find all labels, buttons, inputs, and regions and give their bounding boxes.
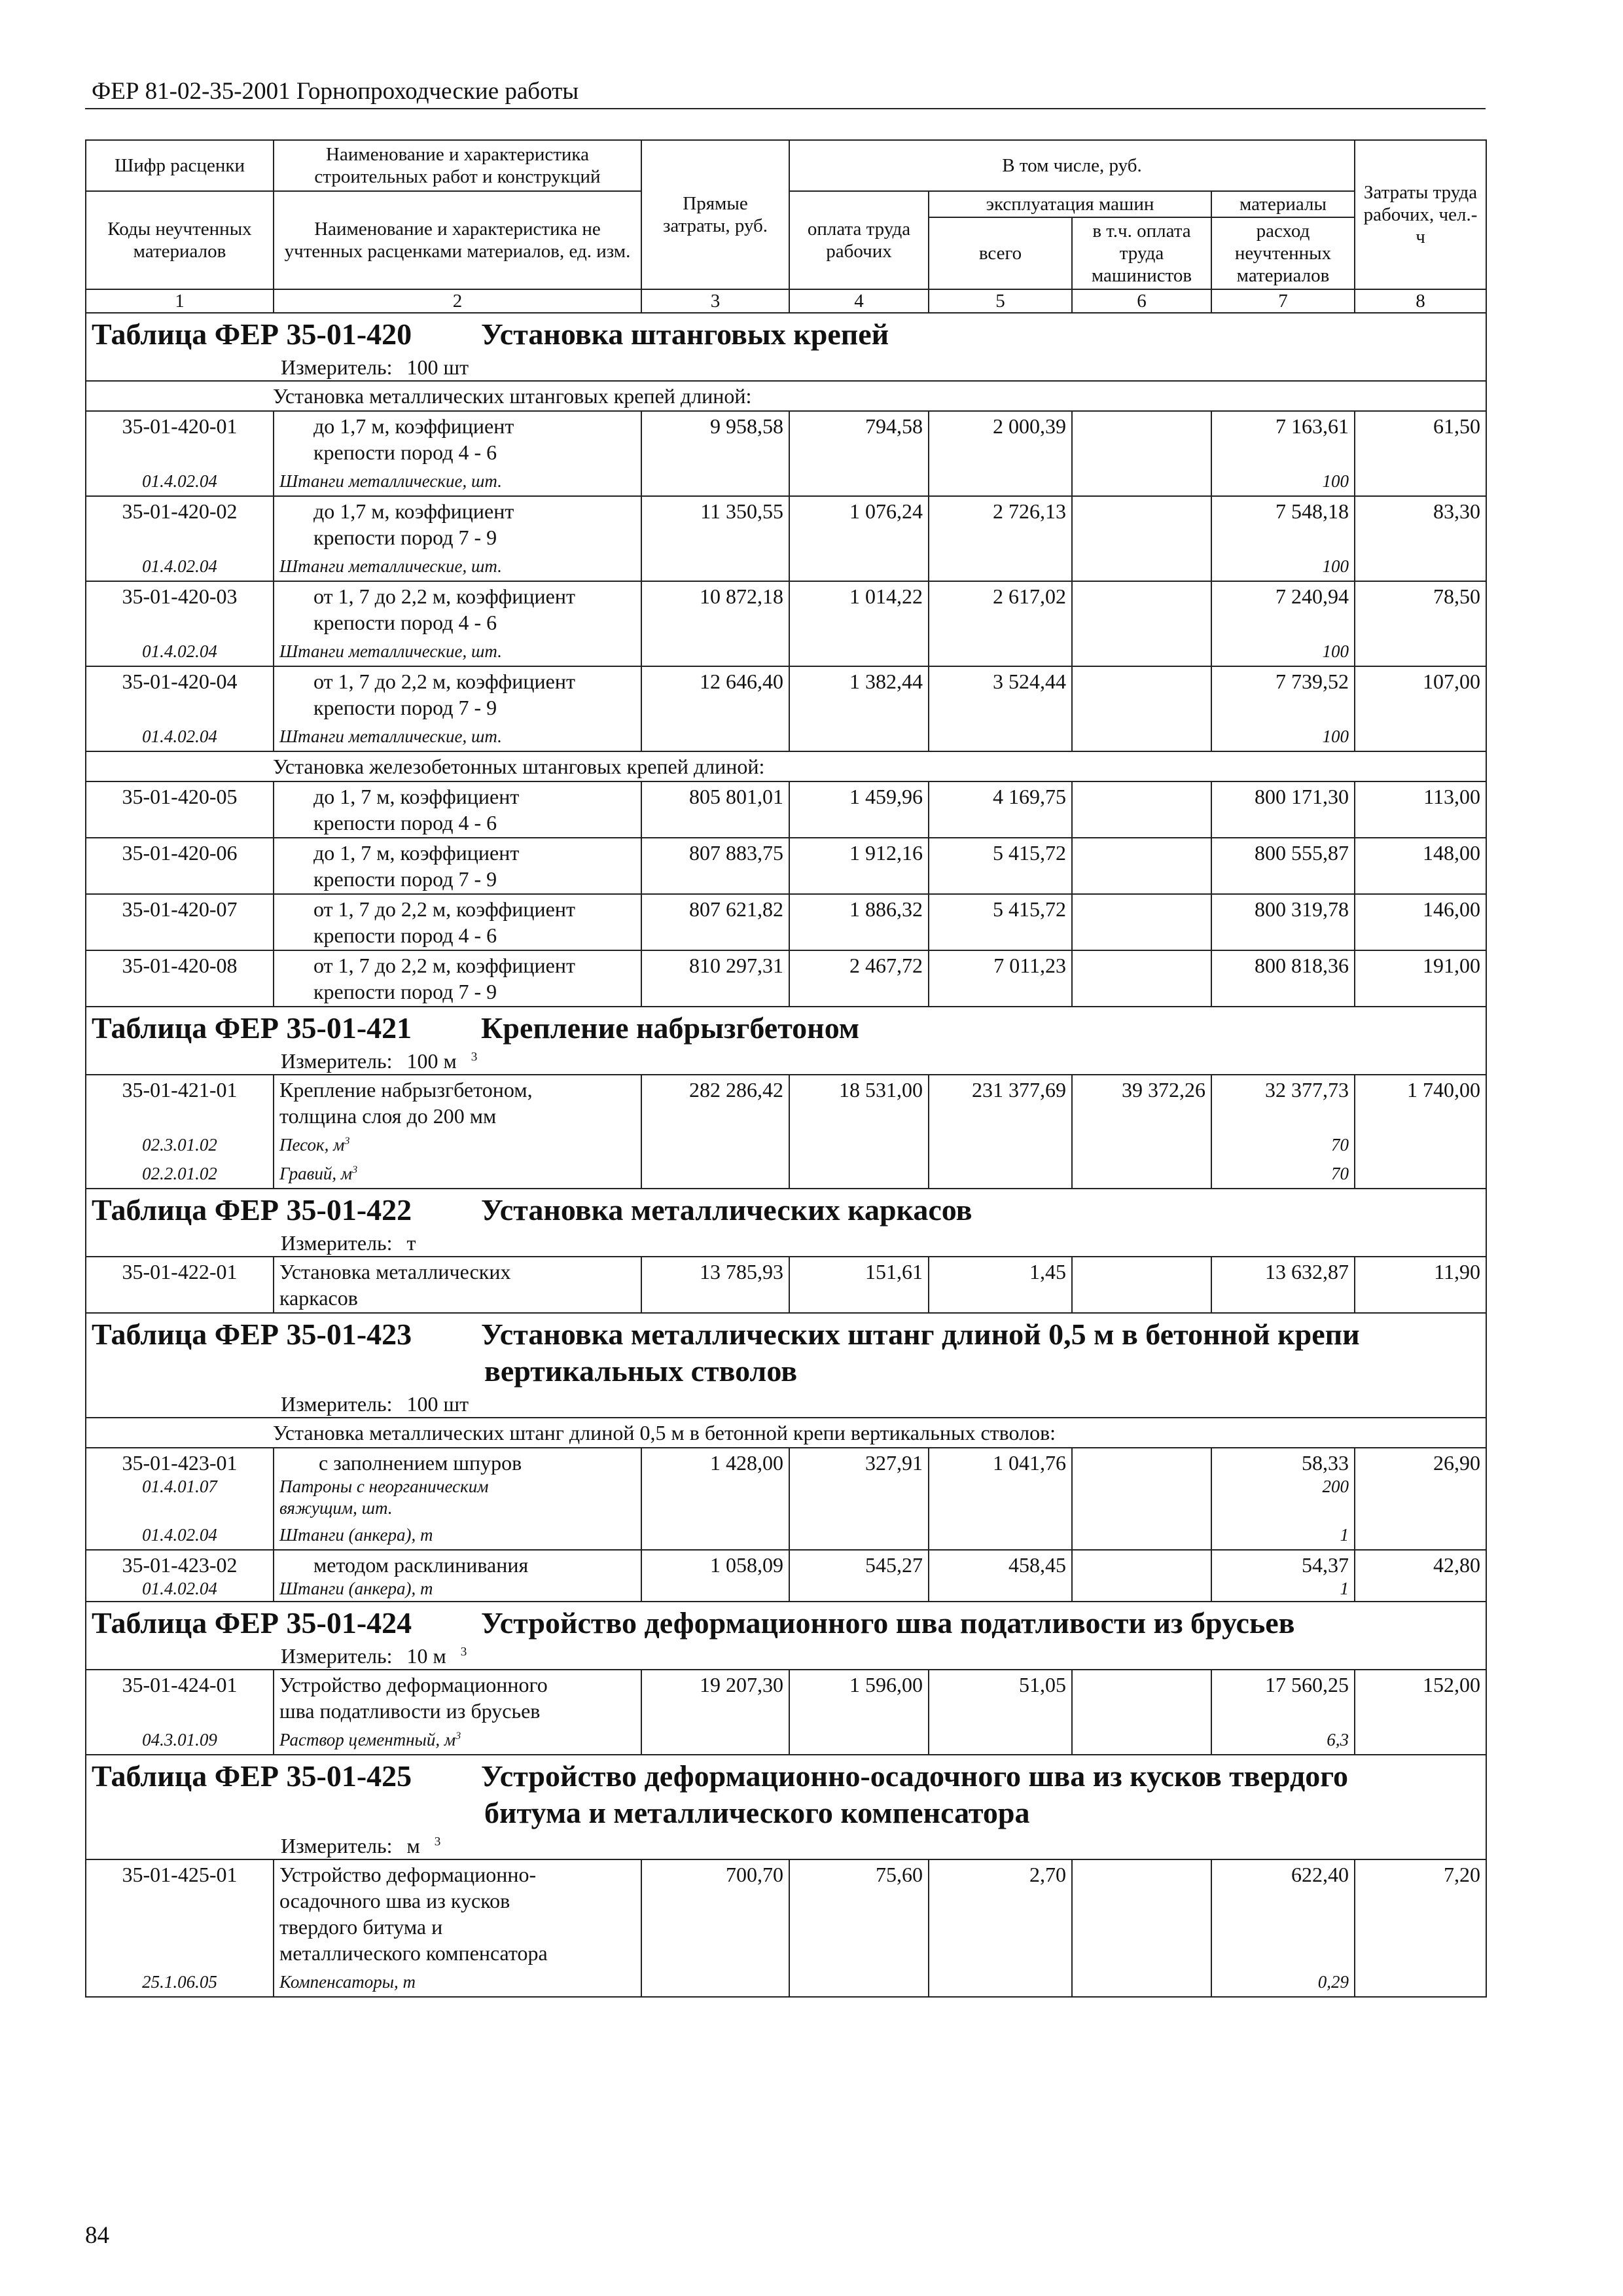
table-row bbox=[86, 1448, 1486, 1520]
machinist-wages bbox=[1072, 666, 1211, 722]
colhead-mach-wages: в т.ч. оплата труда машинистов bbox=[1072, 217, 1211, 289]
material-qty: 6,3 bbox=[1211, 1725, 1355, 1755]
table-title: Таблица ФЕР 35-01-425 Устройство деформационно-осадочного шва из кусков твердого битума и металлического компенсатора bbox=[86, 1755, 1486, 1833]
table-row bbox=[86, 894, 1486, 950]
rate-name: до 1,7 м, коэффициент крепости пород 4 - 6 bbox=[274, 411, 641, 467]
direct-cost: 9 958,58 bbox=[641, 411, 789, 467]
rate-code: 35-01-423-02 01.4.02.04 bbox=[86, 1550, 274, 1602]
material-qty: 70 bbox=[1211, 1159, 1355, 1189]
material-name: Штанги металлические, шт. bbox=[274, 467, 641, 496]
measurer: Измеритель: 10 м $^3$ bbox=[86, 1643, 1486, 1670]
machinist-wages bbox=[1072, 838, 1211, 894]
rate-name: Устройство деформационного шва податливости из брусьев bbox=[274, 1670, 641, 1725]
rate-name: Устройство деформационно- осадочного шва из кусков твердого битума и металлического компенсатора bbox=[274, 1859, 641, 1967]
material-row bbox=[86, 1725, 1486, 1755]
material-code: 01.4.02.04 bbox=[86, 637, 274, 666]
table-row bbox=[86, 1670, 1486, 1725]
wages: 327,91 bbox=[789, 1448, 929, 1520]
col-number: 5 bbox=[929, 289, 1072, 313]
rate-code: 35-01-420-03 bbox=[86, 581, 274, 637]
rates-table bbox=[85, 139, 1487, 1998]
direct-cost: 1 058,09 bbox=[641, 1550, 789, 1602]
table-title: Таблица ФЕР 35-01-420 Установка штанговых крепей bbox=[86, 313, 1486, 354]
machines-total: 231 377,69 bbox=[929, 1075, 1072, 1130]
colhead-name: Наименование и характеристика строительных работ и конструкций bbox=[274, 140, 641, 191]
materials: 800 319,78 bbox=[1211, 894, 1355, 950]
col-number: 8 bbox=[1355, 289, 1486, 313]
material-code: 04.3.01.09 bbox=[86, 1725, 274, 1755]
table-title: Таблица ФЕР 35-01-421 Крепление набрызгбетоном bbox=[86, 1007, 1486, 1048]
material-name: Песок, $м^3$ bbox=[274, 1130, 641, 1159]
machines-total: 3 524,44 bbox=[929, 666, 1072, 722]
table-row bbox=[86, 1550, 1486, 1602]
direct-cost: 810 297,31 bbox=[641, 950, 789, 1007]
direct-cost: 11 350,55 bbox=[641, 496, 789, 552]
rate-code: 35-01-424-01 bbox=[86, 1670, 274, 1725]
labor: 113,00 bbox=[1355, 781, 1486, 838]
direct-cost: 807 883,75 bbox=[641, 838, 789, 894]
rate-name: с заполнением шпуров Патроны с неорганическим вяжущим, шт. bbox=[274, 1448, 641, 1520]
material-name: Компенсаторы, т bbox=[274, 1967, 641, 1997]
rate-code: 35-01-420-05 bbox=[86, 781, 274, 838]
table-title: Таблица ФЕР 35-01-422 Установка металлических каркасов bbox=[86, 1189, 1486, 1230]
measurer: Измеритель: т bbox=[86, 1230, 1486, 1257]
colhead-codes-unaccounted: Коды неучтенных материалов bbox=[86, 191, 274, 289]
measurer: Измеритель: м $^3$ bbox=[86, 1833, 1486, 1859]
rate-code: 35-01-420-06 bbox=[86, 838, 274, 894]
rate-name: до 1,7 м, коэффициент крепости пород 7 - 9 bbox=[274, 496, 641, 552]
labor: 146,00 bbox=[1355, 894, 1486, 950]
rate-name: Крепление набрызгбетоном, толщина слоя до 200 мм bbox=[274, 1075, 641, 1130]
table-row bbox=[86, 1075, 1486, 1130]
material-code: 01.4.02.04 bbox=[86, 722, 274, 751]
direct-cost: 12 646,40 bbox=[641, 666, 789, 722]
machinist-wages bbox=[1072, 496, 1211, 552]
materials: 800 555,87 bbox=[1211, 838, 1355, 894]
material-qty: 100 bbox=[1211, 637, 1355, 666]
wages: 75,60 bbox=[789, 1859, 929, 1967]
labor: 11,90 bbox=[1355, 1257, 1486, 1313]
labor: 61,50 bbox=[1355, 411, 1486, 467]
labor: 42,80 bbox=[1355, 1550, 1486, 1602]
material-qty: 1 bbox=[1211, 1520, 1355, 1550]
machines-total: 2,70 bbox=[929, 1859, 1072, 1967]
rate-name: от 1, 7 до 2,2 м, коэффициент крепости пород 4 - 6 bbox=[274, 894, 641, 950]
machines-total: 5 415,72 bbox=[929, 894, 1072, 950]
machinist-wages bbox=[1072, 411, 1211, 467]
colhead-mat-usage: расход неучтенных материалов bbox=[1211, 217, 1355, 289]
measurer: Измеритель: 100 шт bbox=[86, 1391, 1486, 1418]
direct-cost: 1 428,00 bbox=[641, 1448, 789, 1520]
materials: 32 377,73 bbox=[1211, 1075, 1355, 1130]
material-code: 01.4.02.04 bbox=[86, 552, 274, 581]
material-name: Штанги металлические, шт. bbox=[274, 722, 641, 751]
material-row bbox=[86, 467, 1486, 496]
machines-total: 2 000,39 bbox=[929, 411, 1072, 467]
rate-code: 35-01-420-04 bbox=[86, 666, 274, 722]
wages: 1 076,24 bbox=[789, 496, 929, 552]
machinist-wages bbox=[1072, 950, 1211, 1007]
rate-name: от 1, 7 до 2,2 м, коэффициент крепости пород 4 - 6 bbox=[274, 581, 641, 637]
material-row bbox=[86, 1130, 1486, 1159]
table-row bbox=[86, 411, 1486, 467]
table-row bbox=[86, 1257, 1486, 1313]
machinist-wages bbox=[1072, 781, 1211, 838]
wages: 1 596,00 bbox=[789, 1670, 929, 1725]
materials: 54,37 1 bbox=[1211, 1550, 1355, 1602]
table-row bbox=[86, 496, 1486, 552]
material-name: Штанги (анкера), т bbox=[274, 1520, 641, 1550]
direct-cost: 282 286,42 bbox=[641, 1075, 789, 1130]
col-number: 4 bbox=[789, 289, 929, 313]
rate-name: от 1, 7 до 2,2 м, коэффициент крепости пород 7 - 9 bbox=[274, 666, 641, 722]
rate-name: Установка металлических каркасов bbox=[274, 1257, 641, 1313]
rate-name: до 1, 7 м, коэффициент крепости пород 7 - 9 bbox=[274, 838, 641, 894]
wages: 2 467,72 bbox=[789, 950, 929, 1007]
machinist-wages bbox=[1072, 1670, 1211, 1725]
rate-code: 35-01-420-07 bbox=[86, 894, 274, 950]
subsection-heading: Установка железобетонных штанговых крепей длиной: bbox=[86, 751, 1486, 781]
material-row bbox=[86, 722, 1486, 751]
colhead-mach-total: всего bbox=[929, 217, 1072, 289]
colhead-code: Шифр расценки bbox=[86, 140, 274, 191]
col-number: 1 bbox=[86, 289, 274, 313]
rate-name: от 1, 7 до 2,2 м, коэффициент крепости пород 7 - 9 bbox=[274, 950, 641, 1007]
material-code: 02.3.01.02 bbox=[86, 1130, 274, 1159]
rate-name: до 1, 7 м, коэффициент крепости пород 4 - 6 bbox=[274, 781, 641, 838]
direct-cost: 807 621,82 bbox=[641, 894, 789, 950]
subsection-heading: Установка металлических штанговых крепей длиной: bbox=[86, 381, 1486, 411]
materials: 7 240,94 bbox=[1211, 581, 1355, 637]
table-title: Таблица ФЕР 35-01-424 Устройство деформационного шва податливости из брусьев bbox=[86, 1602, 1486, 1643]
machines-total: 5 415,72 bbox=[929, 838, 1072, 894]
materials: 58,33 200 bbox=[1211, 1448, 1355, 1520]
wages: 1 459,96 bbox=[789, 781, 929, 838]
wages: 1 912,16 bbox=[789, 838, 929, 894]
material-code: 25.1.06.05 bbox=[86, 1967, 274, 1997]
labor: 1 740,00 bbox=[1355, 1075, 1486, 1130]
machinist-wages bbox=[1072, 1448, 1211, 1520]
material-qty: 70 bbox=[1211, 1130, 1355, 1159]
machines-total: 4 169,75 bbox=[929, 781, 1072, 838]
materials: 7 163,61 bbox=[1211, 411, 1355, 467]
wages: 1 382,44 bbox=[789, 666, 929, 722]
machinist-wages: 39 372,26 bbox=[1072, 1075, 1211, 1130]
material-name: Штанги металлические, шт. bbox=[274, 637, 641, 666]
material-name: Гравий, $м^3$ bbox=[274, 1159, 641, 1189]
material-row bbox=[86, 552, 1486, 581]
wages: 18 531,00 bbox=[789, 1075, 929, 1130]
rate-code: 35-01-422-01 bbox=[86, 1257, 274, 1313]
table-row bbox=[86, 950, 1486, 1007]
rate-code: 35-01-420-01 bbox=[86, 411, 274, 467]
labor: 107,00 bbox=[1355, 666, 1486, 722]
materials: 7 548,18 bbox=[1211, 496, 1355, 552]
table-row bbox=[86, 581, 1486, 637]
colhead-name-unaccounted: Наименование и характеристика не учтенных расценками материалов, ед. изм. bbox=[274, 191, 641, 289]
machinist-wages bbox=[1072, 581, 1211, 637]
labor: 83,30 bbox=[1355, 496, 1486, 552]
table-row bbox=[86, 781, 1486, 838]
colhead-incl: В том числе, руб. bbox=[789, 140, 1355, 191]
material-row bbox=[86, 1967, 1486, 1997]
colhead-labor: Затраты труда рабочих, чел.-ч bbox=[1355, 140, 1486, 289]
labor: 26,90 bbox=[1355, 1448, 1486, 1520]
material-qty: 100 bbox=[1211, 552, 1355, 581]
rate-code: 35-01-420-08 bbox=[86, 950, 274, 1007]
wages: 545,27 bbox=[789, 1550, 929, 1602]
direct-cost: 700,70 bbox=[641, 1859, 789, 1967]
materials: 7 739,52 bbox=[1211, 666, 1355, 722]
material-code: 01.4.02.04 bbox=[86, 1520, 274, 1550]
material-qty: 0,29 bbox=[1211, 1967, 1355, 1997]
material-name: Штанги металлические, шт. bbox=[274, 552, 641, 581]
rate-code: 35-01-420-02 bbox=[86, 496, 274, 552]
machines-total: 1,45 bbox=[929, 1257, 1072, 1313]
document-header: ФЕР 81-02-35-2001 Горнопроходческие работы bbox=[92, 78, 579, 105]
material-row bbox=[86, 1520, 1486, 1550]
machines-total: 1 041,76 bbox=[929, 1448, 1072, 1520]
measurer: Измеритель: 100 м $^3$ bbox=[86, 1048, 1486, 1075]
col-number: 7 bbox=[1211, 289, 1355, 313]
colhead-direct: Прямые затраты, руб. bbox=[641, 140, 789, 289]
machines-total: 7 011,23 bbox=[929, 950, 1072, 1007]
machinist-wages bbox=[1072, 1257, 1211, 1313]
table-title: Таблица ФЕР 35-01-423 Установка металлических штанг длиной 0,5 м в бетонной крепи вертикальных стволов bbox=[86, 1313, 1486, 1391]
machines-total: 2 617,02 bbox=[929, 581, 1072, 637]
page-number: 84 bbox=[85, 2222, 109, 2249]
labor: 152,00 bbox=[1355, 1670, 1486, 1725]
labor: 7,20 bbox=[1355, 1859, 1486, 1967]
measurer: Измеритель: 100 шт bbox=[86, 354, 1486, 381]
rate-code: 35-01-423-01 01.4.01.07 bbox=[86, 1448, 274, 1520]
wages: 794,58 bbox=[789, 411, 929, 467]
header-rule bbox=[85, 108, 1486, 109]
machinist-wages bbox=[1072, 894, 1211, 950]
wages: 1 014,22 bbox=[789, 581, 929, 637]
materials: 17 560,25 bbox=[1211, 1670, 1355, 1725]
col-number: 6 bbox=[1072, 289, 1211, 313]
materials: 13 632,87 bbox=[1211, 1257, 1355, 1313]
material-qty: 100 bbox=[1211, 722, 1355, 751]
machines-total: 2 726,13 bbox=[929, 496, 1072, 552]
machinist-wages bbox=[1072, 1550, 1211, 1602]
material-qty: 100 bbox=[1211, 467, 1355, 496]
rate-name: методом расклинивания Штанги (анкера), т bbox=[274, 1550, 641, 1602]
direct-cost: 13 785,93 bbox=[641, 1257, 789, 1313]
colhead-machines: эксплуатация машин bbox=[929, 191, 1211, 217]
labor: 148,00 bbox=[1355, 838, 1486, 894]
material-row bbox=[86, 637, 1486, 666]
wages: 1 886,32 bbox=[789, 894, 929, 950]
direct-cost: 19 207,30 bbox=[641, 1670, 789, 1725]
material-name: Раствор цементный, $м^3$ bbox=[274, 1725, 641, 1755]
machines-total: 51,05 bbox=[929, 1670, 1072, 1725]
colhead-wages: оплата труда рабочих bbox=[789, 191, 929, 289]
table-row bbox=[86, 838, 1486, 894]
materials: 800 171,30 bbox=[1211, 781, 1355, 838]
table-row bbox=[86, 1859, 1486, 1967]
direct-cost: 805 801,01 bbox=[641, 781, 789, 838]
machines-total: 458,45 bbox=[929, 1550, 1072, 1602]
col-number: 3 bbox=[641, 289, 789, 313]
direct-cost: 10 872,18 bbox=[641, 581, 789, 637]
materials: 622,40 bbox=[1211, 1859, 1355, 1967]
subsection-heading: Установка металлических штанг длиной 0,5 м в бетонной крепи вертикальных стволов: bbox=[86, 1418, 1486, 1448]
col-number: 2 bbox=[274, 289, 641, 313]
material-code: 02.2.01.02 bbox=[86, 1159, 274, 1189]
colhead-materials: материалы bbox=[1211, 191, 1355, 217]
labor: 191,00 bbox=[1355, 950, 1486, 1007]
table-row bbox=[86, 666, 1486, 722]
rate-code: 35-01-425-01 bbox=[86, 1859, 274, 1967]
wages: 151,61 bbox=[789, 1257, 929, 1313]
material-row bbox=[86, 1159, 1486, 1189]
labor: 78,50 bbox=[1355, 581, 1486, 637]
materials: 800 818,36 bbox=[1211, 950, 1355, 1007]
material-code: 01.4.02.04 bbox=[86, 467, 274, 496]
machinist-wages bbox=[1072, 1859, 1211, 1967]
rate-code: 35-01-421-01 bbox=[86, 1075, 274, 1130]
